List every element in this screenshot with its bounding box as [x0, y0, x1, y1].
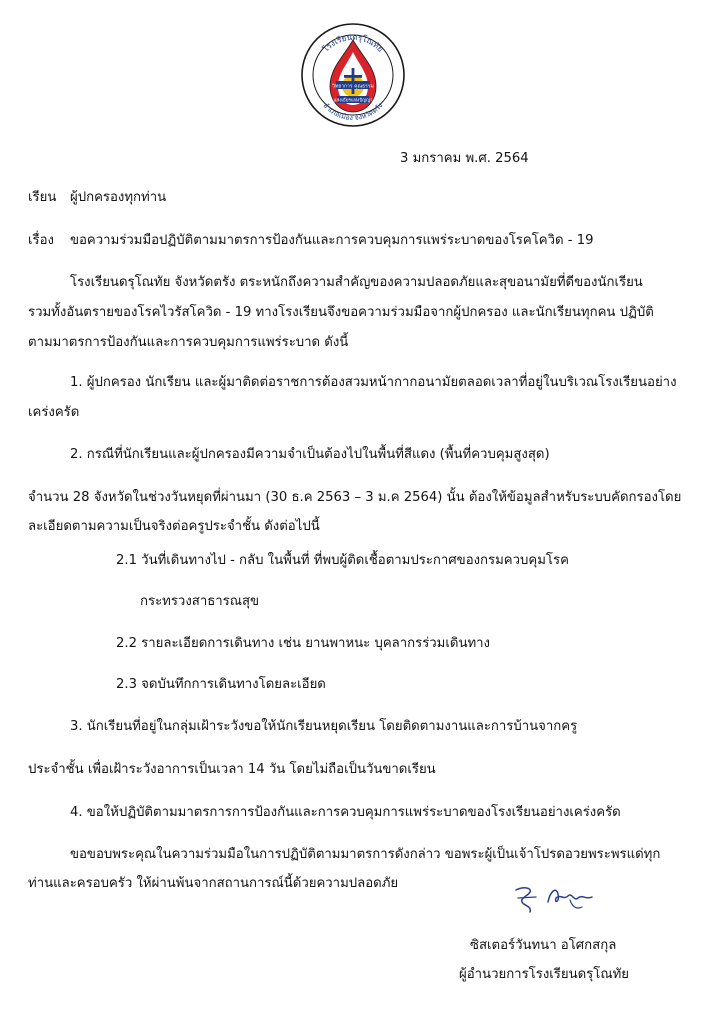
closing-line-2: ท่านและครอบครัว ให้ผ่านพ้นจากสถานการณ์นี้ด้วยความปลอดภัย — [28, 876, 399, 891]
handwritten-signature — [510, 880, 605, 920]
signer-name: ซิสเตอร์วันทนา อโศกสกุล — [470, 938, 617, 953]
item-4: 4. ขอให้ปฏิบัติตามมาตรการการป้องกันและการควบคุมการแพร่ระบาดของโรงเรียนอย่างเคร่งครัด — [70, 805, 621, 820]
salutation: ผู้ปกครองทุกท่าน — [70, 190, 167, 205]
item-2-line-3: ละเอียดตามความเป็นจริงต่อครูประจำชั้น ดังต่อไปนี้ — [28, 519, 320, 534]
item-2-1-line-2: กระทรวงสาธารณสุข — [140, 594, 260, 609]
item-2-line-1: 2. กรณีที่นักเรียนและผู้ปกครองมีความจำเป็นต้องไปในพื้นที่สีแดง (พื้นที่ควบคุมสูงสุด) — [70, 447, 550, 462]
item-3-line-1: 3. นักเรียนที่อยู่ในกลุ่มเฝ้าระวังขอให้นักเรียนหยุดเรียน โดยติดตามงานและการบ้านจากครู — [70, 719, 578, 734]
signer-title: ผู้อำนวยการโรงเรียนดรุโณทัย — [459, 967, 629, 982]
salutation-label: เรียน — [28, 190, 57, 205]
subject: ขอความร่วมมือปฏิบัติตามมาตรการป้องกันและการควบคุมการแพร่ระบาดของโรคโควิด - 19 — [70, 233, 594, 248]
subject-label: เรื่อง — [28, 233, 54, 248]
item-1-line-2: เคร่งครัด — [28, 405, 80, 420]
intro-line-2: รวมทั้งอันตรายของโรคไวรัสโควิด - 19 ทางโรงเรียนจึงขอความร่วมมือจากผู้ปกครอง และนักเรียนทุกคน ปฏิบัติ — [28, 305, 654, 320]
svg-text:วิทยาการ คุณธรรม: วิทยาการ คุณธรรม — [332, 83, 374, 90]
item-2-1-line-1: 2.1 วันที่เดินทางไป - กลับ ในพื้นที่ ที่พบผู้ติดเชื้อตามประกาศของกรมควบคุมโรค — [116, 553, 569, 568]
item-1-line-1: 1. ผู้ปกครอง นักเรียน และผู้มาติดต่อราชการต้องสวมหน้ากากอนามัยตลอดเวลาที่อยู่ในบริเวณโรงเรียนอย่าง — [70, 375, 677, 390]
item-2-3: 2.3 จดบันทึกการเดินทางโดยละเอียด — [116, 677, 326, 692]
svg-text:โรงเรียนดรุโณทัย: โรงเรียนดรุโณทัย — [321, 32, 385, 54]
intro-line-1: โรงเรียนดรุโณทัย จังหวัดตรัง ตระหนักถึงความสำคัญของความปลอดภัยและสุขอนามัยที่ดีของนักเรียน — [70, 275, 643, 290]
school-logo — [300, 22, 406, 128]
svg-text:แสงเธียรแห่งปัญญา: แสงเธียรแห่งปัญญา — [333, 98, 373, 104]
item-2-2: 2.2 รายละเอียดการเดินทาง เช่น ยานพาหนะ บุคลากรร่วมเดินทาง — [116, 636, 490, 651]
letter-date: 3 มกราคม พ.ศ. 2564 — [400, 151, 529, 166]
item-3-line-2: ประจำชั้น เพื่อเฝ้าระวังอาการเป็นเวลา 14 วัน โดยไม่ถือเป็นวันขาดเรียน — [28, 762, 436, 777]
item-2-line-2: จำนวน 28 จังหวัดในช่วงวันหยุดที่ผ่านมา (30 ธ.ค 2563 – 3 ม.ค 2564) นั้น ต้องให้ข้อมูลสำหรับระบบคัดกรองโดย — [28, 490, 682, 505]
svg-text:อำเภอเมือง จังหวัดตรัง: อำเภอเมือง จังหวัดตรัง — [321, 101, 385, 123]
closing-line-1: ขอขอบพระคุณในความร่วมมือในการปฏิบัติตามมาตรการดังกล่าว ขอพระผู้เป็นเจ้าโปรดอวยพระพรแด่ทุก — [70, 847, 661, 862]
intro-line-3: ตามมาตรการป้องกันและการควบคุมการแพร่ระบาด ดังนี้ — [28, 335, 349, 350]
